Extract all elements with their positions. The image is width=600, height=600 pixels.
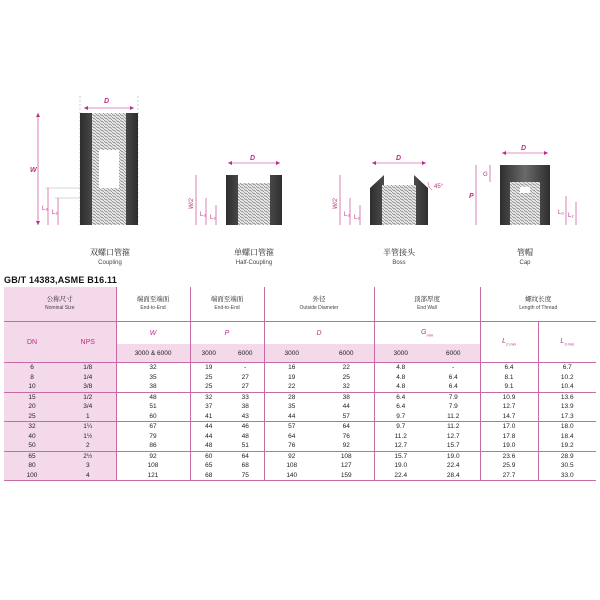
header-l-en: Length of Thread <box>519 305 558 311</box>
sym-l2 <box>480 322 538 363</box>
cell-d6: 108 <box>319 451 374 461</box>
caption-half-coupling-en: Half-Coupling <box>235 260 273 266</box>
cell-dn: 20 <box>4 402 60 412</box>
cell-d3: 44 <box>264 412 319 422</box>
cell-nps: 3/8 <box>60 382 116 392</box>
header-p-en: End-to-End <box>214 305 240 311</box>
table-row <box>4 412 596 422</box>
cell-l3: 13.9 <box>538 402 596 412</box>
coupling-dim-d: D <box>104 98 110 105</box>
cell-g6: 28.4 <box>427 471 480 481</box>
cell-g3: 12.7 <box>374 441 427 451</box>
cap-dim-l2: L₂ <box>568 213 574 219</box>
cell-g6: 6.4 <box>448 373 458 381</box>
boss-dim-angle: 45° <box>434 184 444 190</box>
cell-dn: 65 <box>4 451 60 461</box>
standard-title: GB/T 14383,ASME B16.11 <box>4 275 117 285</box>
cell-w: 60 <box>116 412 190 422</box>
cell-w: 35 <box>116 373 190 383</box>
sym-l3-letter: L <box>560 337 565 345</box>
table-row <box>4 422 596 432</box>
cell-l2: 10.9 <box>480 392 538 402</box>
cell-d6: 25 <box>342 373 350 381</box>
cell-g3: 4.8 <box>374 363 427 373</box>
half-coupling-dim-w2: W/2 <box>189 198 195 209</box>
cell-g3: 19.0 <box>374 461 427 471</box>
cell-p6: 43 <box>241 412 249 420</box>
sym-w: W <box>116 322 190 345</box>
cell-d6: 159 <box>319 471 374 481</box>
cell-dn: 10 <box>4 382 60 392</box>
cell-p3: 25 <box>190 373 227 383</box>
cell-w: 38 <box>116 382 190 392</box>
header-p-zh: 端面至端面 <box>210 296 244 303</box>
cell-l2: 17.8 <box>480 432 538 442</box>
cell-p6: 68 <box>241 462 249 469</box>
cell-g6: 7.9 <box>427 392 480 402</box>
header-l <box>480 287 596 322</box>
cell-nps: 1½ <box>60 432 116 442</box>
cell-p6: 38 <box>241 403 249 410</box>
cell-w: 79 <box>116 432 190 442</box>
cap-dim-p: P <box>469 193 474 200</box>
header-g-zh: 顶部厚度 <box>414 296 440 303</box>
cell-d3: 57 <box>264 422 319 432</box>
cell-g3: 6.4 <box>374 402 427 412</box>
cell-p3: 32 <box>190 392 227 402</box>
cell-l3: 17.3 <box>538 412 596 422</box>
header-g-en: End Wall <box>417 305 437 311</box>
cell-nps: 2½ <box>60 451 116 461</box>
half-coupling-dim-d: D <box>250 155 256 162</box>
cell-d3: 35 <box>264 402 319 412</box>
cell-d6: 76 <box>342 432 350 440</box>
sym-g-sub: min <box>426 332 433 338</box>
header-w <box>116 287 190 322</box>
coupling-dim-l2: L₂ <box>52 210 58 216</box>
header-nominal-en: Nominal Size <box>45 305 75 311</box>
cell-nps: 3 <box>60 461 116 471</box>
cell-l3: 18.4 <box>538 432 596 442</box>
boss-dim-l2: L₂ <box>354 215 360 221</box>
cell-nps: 1 <box>60 412 116 422</box>
cell-d6: 64 <box>319 422 374 432</box>
cell-g6: 12.7 <box>446 432 460 440</box>
table-row <box>4 461 596 471</box>
cell-w: 32 <box>116 363 190 373</box>
cell-p6: - <box>227 363 264 373</box>
class-d-6000: 6000 <box>319 344 374 363</box>
cap-dim-d: D <box>521 145 527 152</box>
cell-p3: 37 <box>190 402 227 412</box>
cell-l3: 30.5 <box>538 461 596 471</box>
cell-g6: 11.2 <box>427 422 480 432</box>
cell-l3: 10.2 <box>538 373 596 383</box>
boss-dim-w2: W/2 <box>333 198 339 209</box>
cell-g6: 11.2 <box>447 412 460 420</box>
cell-w: 121 <box>116 471 190 481</box>
cell-g3: 9.7 <box>374 422 427 432</box>
boss-dim-d: D <box>396 155 402 162</box>
caption-boss-zh: 半管接头 <box>383 248 415 257</box>
cell-l2: 12.7 <box>480 402 538 412</box>
header-p <box>190 287 264 322</box>
class-p-3000: 3000 <box>190 344 227 363</box>
cell-g6: 19.0 <box>427 451 480 461</box>
caption-half-coupling-zh: 单螺口管箍 <box>234 248 274 257</box>
cell-dn: 15 <box>4 392 60 402</box>
caption-cap-en: Cap <box>519 260 531 266</box>
cell-l2: 9.1 <box>480 382 538 392</box>
cell-d6: 38 <box>319 392 374 402</box>
cell-p3: 44 <box>190 422 227 432</box>
cell-l2: 8.1 <box>480 373 538 383</box>
half-coupling-drawing <box>196 161 282 225</box>
cell-l3: 28.9 <box>538 451 596 461</box>
cell-p3: 65 <box>190 461 227 471</box>
cell-p3: 19 <box>190 363 227 373</box>
header-dn: DN <box>4 322 60 363</box>
caption-boss <box>359 248 439 268</box>
cell-p6: 51 <box>241 442 249 449</box>
cell-nps: 3/4 <box>60 402 116 412</box>
cell-p3: 25 <box>190 382 227 392</box>
table-row <box>4 451 596 461</box>
cell-p6: 64 <box>227 451 264 461</box>
cell-d6: 127 <box>340 462 352 469</box>
cell-g3: 6.4 <box>374 392 427 402</box>
header-nominal-size <box>4 287 116 322</box>
cell-p6: 33 <box>227 392 264 402</box>
cell-l3: 13.6 <box>538 392 596 402</box>
class-d-3000: 3000 <box>264 344 319 363</box>
cell-p3: 41 <box>190 412 227 422</box>
coupling-drawing <box>36 96 138 225</box>
sym-l2-sub: 2 min <box>506 341 516 347</box>
cell-dn: 6 <box>4 363 60 373</box>
cell-nps: 1/2 <box>60 392 116 402</box>
cell-dn: 8 <box>4 373 60 383</box>
dimension-table <box>4 287 596 481</box>
table-row <box>4 363 596 373</box>
cell-l2: 14.7 <box>480 412 538 422</box>
cell-dn: 40 <box>4 432 60 442</box>
cell-dn: 100 <box>4 471 60 481</box>
header-d-zh: 外径 <box>312 296 326 303</box>
cell-nps: 1¼ <box>60 422 116 432</box>
cell-nps: 1/4 <box>60 373 116 383</box>
cell-d3: 140 <box>264 471 319 481</box>
cell-p6: 75 <box>227 471 264 481</box>
table-row <box>4 432 596 442</box>
cell-l2: 19.0 <box>480 441 538 451</box>
cell-p6: 48 <box>241 432 249 440</box>
cell-w: 48 <box>116 392 190 402</box>
caption-half-coupling <box>214 248 294 268</box>
cell-g3: 9.7 <box>374 412 427 422</box>
cell-l2: 6.4 <box>480 363 538 373</box>
cell-l2: 17.0 <box>480 422 538 432</box>
cell-nps: 4 <box>60 471 116 481</box>
cell-dn: 25 <box>4 412 60 422</box>
boss-dim-l3: L₃ <box>344 212 350 218</box>
header-g <box>374 287 480 322</box>
cell-w: 86 <box>116 441 190 451</box>
cell-p6: 46 <box>227 422 264 432</box>
caption-coupling-en: Coupling <box>98 260 122 266</box>
table-row <box>4 373 596 383</box>
cell-l2: 27.7 <box>480 471 538 481</box>
cell-p3: 44 <box>190 432 227 442</box>
table-row <box>4 441 596 451</box>
cell-l2: 23.6 <box>480 451 538 461</box>
cell-dn: 32 <box>4 422 60 432</box>
cell-g6: - <box>427 363 480 373</box>
fittings-drawings <box>0 0 600 270</box>
header-nps: NPS <box>60 322 116 363</box>
cell-d3: 16 <box>264 363 319 373</box>
sym-l3 <box>538 322 596 363</box>
table-body <box>4 363 596 481</box>
cell-d3: 108 <box>264 461 319 471</box>
header-d-en: Outside Diameter <box>299 305 339 311</box>
header-nominal-zh: 公称尺寸 <box>46 296 73 303</box>
header-l-zh: 螺纹长度 <box>525 296 552 303</box>
class-g-3000: 3000 <box>374 344 427 363</box>
half-coupling-dim-l2: L₂ <box>210 215 216 221</box>
cap-dim-l3: L₃ <box>558 210 564 216</box>
caption-boss-en: Boss <box>392 260 406 266</box>
cell-d3: 92 <box>264 451 319 461</box>
cell-g3: 4.8 <box>374 373 427 383</box>
cell-g3: 22.4 <box>374 471 427 481</box>
class-g-6000: 6000 <box>427 344 480 363</box>
sym-l3-sub: 3 min <box>564 341 575 347</box>
header-d <box>264 287 374 322</box>
half-coupling-dim-l3: L₃ <box>200 212 206 218</box>
cell-w: 67 <box>116 422 190 432</box>
cell-l3: 33.0 <box>538 471 596 481</box>
cell-d6: 92 <box>342 442 350 449</box>
cell-l3: 18.0 <box>538 422 596 432</box>
table-row <box>4 382 596 392</box>
cell-p3: 68 <box>190 471 227 481</box>
cell-p6: 27 <box>241 383 249 390</box>
cell-d3: 64 <box>264 432 319 442</box>
sym-g-letter: G <box>421 328 427 336</box>
cell-g3: 15.7 <box>374 451 427 461</box>
cell-w: 92 <box>116 451 190 461</box>
cell-g3: 4.8 <box>374 382 427 392</box>
cell-g6: 22.4 <box>446 462 460 469</box>
header-w-en: End-to-End <box>140 305 166 311</box>
cell-w: 51 <box>116 402 190 412</box>
cell-p3: 48 <box>190 441 227 451</box>
cell-w: 108 <box>116 461 190 471</box>
cell-d3: 19 <box>264 373 319 383</box>
cell-g6: 7.9 <box>448 403 458 410</box>
cell-l3: 6.7 <box>538 363 596 373</box>
caption-coupling-zh: 双螺口管箍 <box>90 248 130 257</box>
cell-d6: 44 <box>342 403 350 410</box>
cell-dn: 80 <box>4 461 60 471</box>
caption-coupling <box>70 248 150 268</box>
cell-g6: 6.4 <box>448 383 458 390</box>
cell-l3: 10.4 <box>538 382 596 392</box>
cell-g6: 15.7 <box>446 442 460 449</box>
cell-d3: 28 <box>264 392 319 402</box>
cell-l3: 19.2 <box>538 441 596 451</box>
table-row <box>4 392 596 402</box>
cell-d6: 57 <box>342 412 350 420</box>
cell-d3: 76 <box>264 441 319 451</box>
caption-cap-zh: 管帽 <box>517 248 533 257</box>
sym-p: P <box>190 322 264 345</box>
cell-dn: 50 <box>4 441 60 451</box>
sym-l2-letter: L <box>502 337 507 345</box>
cell-l2: 25.9 <box>480 461 538 471</box>
caption-cap <box>485 248 565 268</box>
table-row <box>4 471 596 481</box>
cell-d6: 22 <box>319 363 374 373</box>
class-w: 3000 & 6000 <box>116 344 190 363</box>
class-p-6000: 6000 <box>227 344 264 363</box>
cell-nps: 1/8 <box>60 363 116 373</box>
coupling-dim-l3: L₃ <box>42 206 48 212</box>
sym-g <box>374 322 480 345</box>
cell-p6: 27 <box>241 373 249 381</box>
cell-d3: 22 <box>264 382 319 392</box>
cell-g3: 11.2 <box>374 432 427 442</box>
cell-nps: 2 <box>60 441 116 451</box>
cell-p3: 60 <box>190 451 227 461</box>
cell-d6: 32 <box>342 383 350 390</box>
cap-dim-g: G <box>483 172 488 178</box>
sym-d: D <box>264 322 374 345</box>
table-row <box>4 402 596 412</box>
coupling-dim-w: W <box>30 167 37 174</box>
header-w-zh: 端面至端面 <box>136 296 170 303</box>
